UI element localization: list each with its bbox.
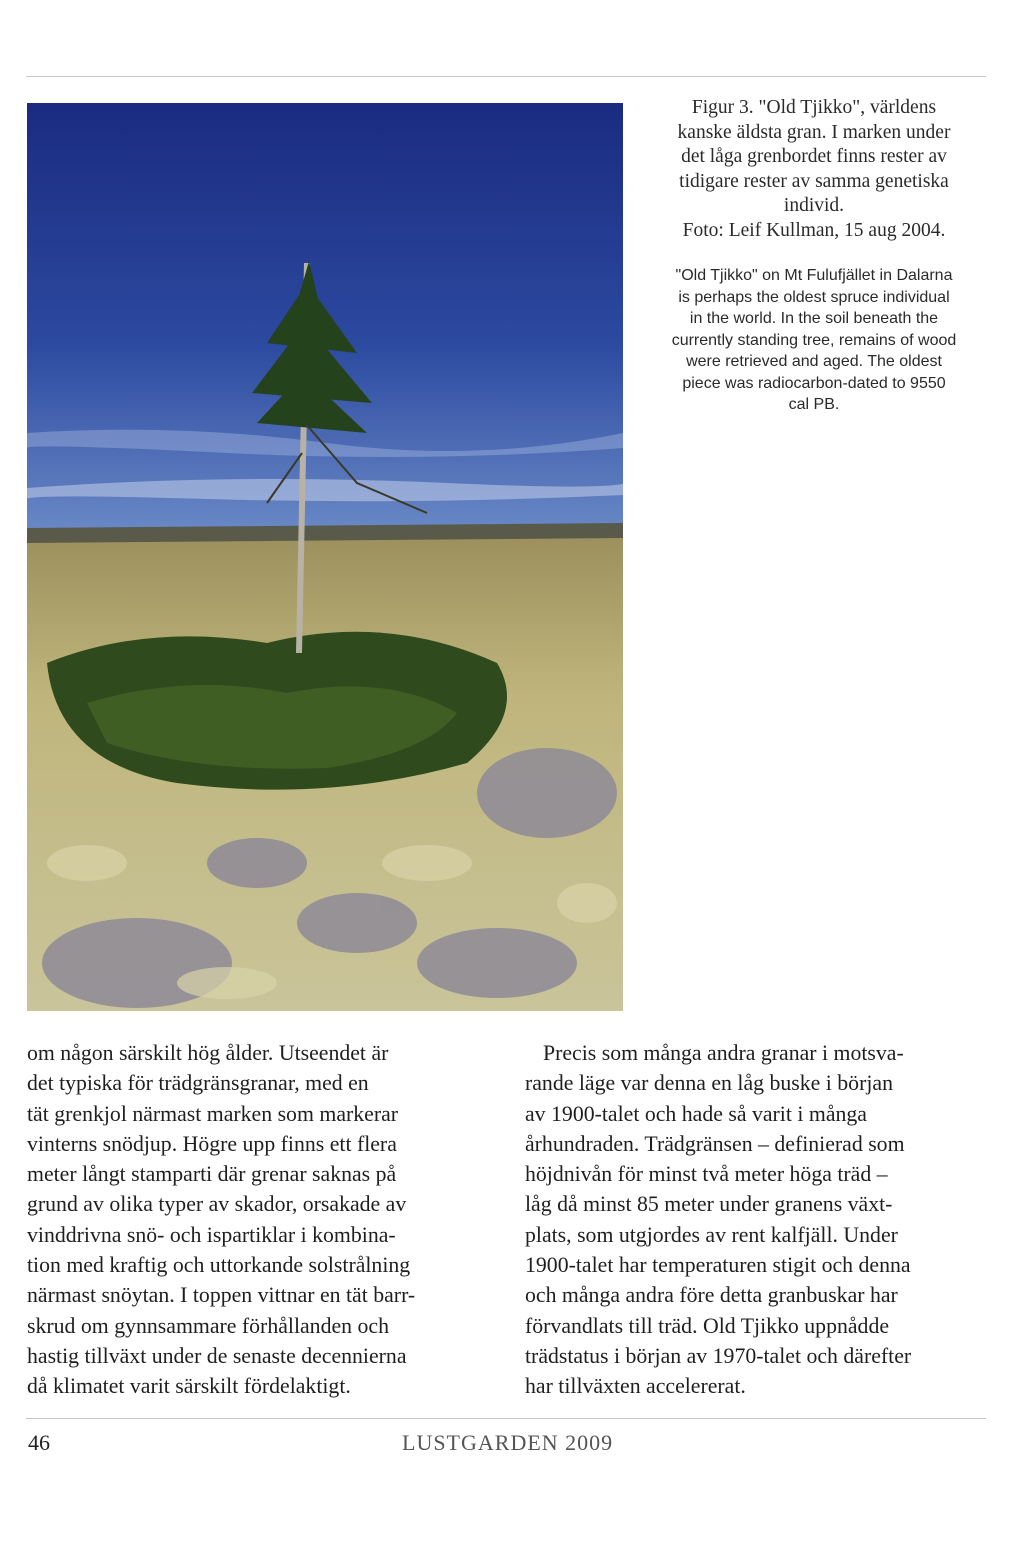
figure-photo	[27, 103, 623, 1011]
body-line: då klimatet varit särskilt fördelaktigt.	[27, 1374, 351, 1399]
body-line: förvandlats till träd. Old Tjikko uppnådde	[525, 1313, 890, 1338]
body-line: om någon särskilt hög ålder. Utseendet är	[27, 1041, 389, 1065]
body-line: plats, som utgjordes av rent kalfjäll. Under	[525, 1222, 898, 1247]
caption-en-line: in the world. In the soil beneath the	[689, 310, 939, 327]
caption-english	[648, 265, 980, 416]
caption-en-line: were retrieved and aged. The oldest	[686, 353, 942, 370]
body-line: har tillväxten accelererat.	[525, 1374, 746, 1399]
body-column-left	[27, 1038, 497, 1402]
caption-sv-line: individ.	[783, 195, 845, 216]
photo-credit: Foto: Leif Kullman, 15 aug 2004.	[682, 219, 946, 241]
body-line: Precis som många andra granar i motsva-	[543, 1041, 904, 1065]
caption-swedish	[648, 96, 980, 219]
body-line: låg då minst 85 meter under granens växt-	[525, 1192, 893, 1217]
body-column-right	[525, 1038, 995, 1402]
body-line: tät grenkjol närmast marken som markerar	[27, 1101, 399, 1126]
body-line: 1900-talet har temperaturen stigit och denna	[525, 1253, 911, 1278]
body-line: av 1900-talet och hade så varit i många	[525, 1101, 867, 1126]
body-line: århundraden. Trädgränsen – definierad som	[525, 1131, 905, 1156]
caption-sv-line: kanske äldsta gran. I marken under	[677, 121, 951, 143]
old-tjikko-spruce-photo	[27, 103, 623, 1011]
top-rule	[26, 76, 986, 77]
figure-caption	[648, 96, 980, 416]
caption-en-line: is perhaps the oldest spruce individual	[678, 288, 950, 306]
caption-en-line: "Old Tjikko" on Mt Fulufjället in Dalarna	[675, 267, 953, 284]
body-line: det typiska för trädgränsgranar, med en	[27, 1071, 369, 1096]
caption-en-line: piece was radiocarbon-dated to 9550	[682, 374, 946, 392]
body-line: hastig tillväxt under de senaste decennierna	[27, 1343, 407, 1368]
caption-sv-line: det låga grenbordet finns rester av	[681, 146, 947, 167]
body-line: meter långt stamparti där grenar saknas på	[27, 1162, 397, 1187]
body-line: grund av olika typer av skador, orsakade av	[27, 1192, 407, 1217]
page-number: 46	[28, 1430, 50, 1455]
body-line: vinddrivna snö- och ispartiklar i kombina-	[27, 1222, 396, 1247]
caption-sv-line: Figur 3. "Old Tjikko", världens	[691, 97, 937, 118]
body-line: skrud om gynnsammare förhållanden och	[27, 1313, 389, 1338]
body-line: rande läge var denna en låg buske i början	[525, 1071, 893, 1096]
caption-sv-line: tidigare rester av samma genetiska	[679, 170, 949, 192]
caption-en-line: cal PB.	[788, 396, 840, 413]
body-line: vinterns snödjup. Högre upp finns ett flera	[27, 1131, 397, 1156]
body-line: och många andra före detta granbuskar har	[525, 1283, 898, 1308]
caption-en-line: currently standing tree, remains of wood	[671, 331, 957, 349]
bottom-rule	[26, 1418, 986, 1419]
body-line: tion med kraftig och uttorkande solstrålning	[27, 1253, 411, 1278]
body-line: trädstatus i början av 1970-talet och därefter	[525, 1343, 912, 1368]
body-line: höjdnivån för minst två meter höga träd –	[525, 1162, 888, 1187]
journal-name: LUSTGARDEN 2009	[402, 1430, 614, 1455]
body-line: närmast snöytan. I toppen vittnar en tät barr-	[27, 1283, 416, 1308]
